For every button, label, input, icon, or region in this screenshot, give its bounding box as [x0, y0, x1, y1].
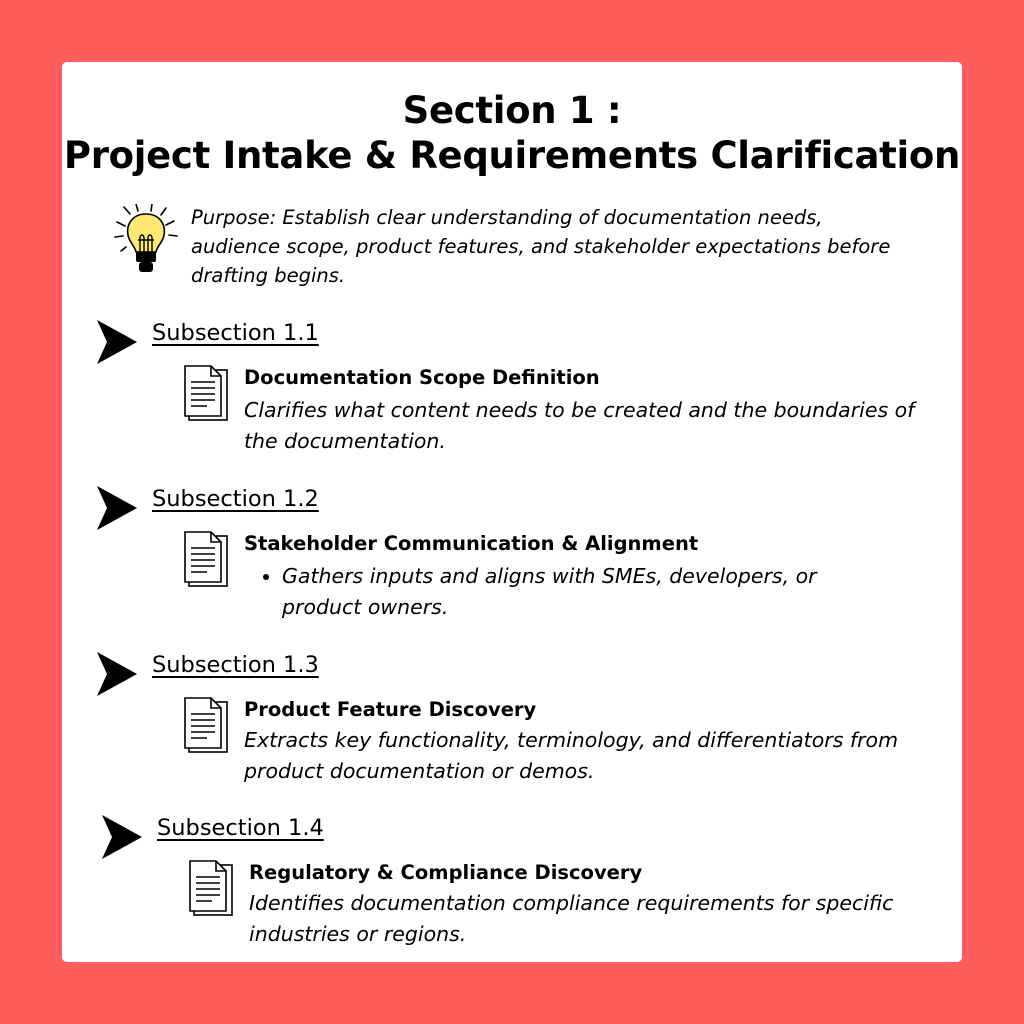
title-line-1: Section 1 :: [402, 89, 622, 132]
page-title: [0, 88, 1024, 178]
document-icon: [183, 530, 229, 588]
subsection-heading-1-3: Subsection 1.3: [152, 652, 319, 678]
subsection-heading-1-1: Subsection 1.1: [152, 320, 319, 346]
subsection-heading-1-4: Subsection 1.4: [157, 815, 324, 841]
document-icon: [183, 364, 229, 422]
arrow-icon: [97, 486, 139, 530]
item-desc-compliance: Identifies documentation compliance requirements for specific industries or regions.: [249, 891, 894, 946]
document-icon: [183, 696, 229, 754]
title-line-2: Project Intake & Requirements Clarification: [63, 134, 961, 177]
item-desc-feature: Extracts key functionality, terminology, and differentiators from product documentation or demos.: [244, 728, 899, 783]
item-title-scope: Documentation Scope Definition: [244, 366, 600, 389]
subsection-heading-1-2: Subsection 1.2: [152, 486, 319, 512]
purpose-text: Purpose: Establish clear understanding of documentation needs, audience scope, product features, and stakeholder expectations before drafting begins.: [191, 206, 891, 287]
lightbulb-icon: [114, 204, 180, 278]
arrow-icon: [97, 320, 139, 364]
item-title-stakeholder: Stakeholder Communication & Alignment: [244, 532, 699, 555]
arrow-icon: [102, 815, 144, 859]
arrow-icon: [97, 652, 139, 696]
document-icon: [188, 859, 234, 917]
item-desc-stakeholder: [244, 561, 884, 622]
item-title-feature: Product Feature Discovery: [244, 698, 537, 721]
list-item: • Gathers inputs and aligns with SMEs, developers, or product owners.: [282, 561, 884, 622]
item-desc-scope: Clarifies what content needs to be created and the boundaries of the documentation.: [244, 398, 915, 453]
item-title-compliance: Regulatory & Compliance Discovery: [249, 861, 643, 884]
